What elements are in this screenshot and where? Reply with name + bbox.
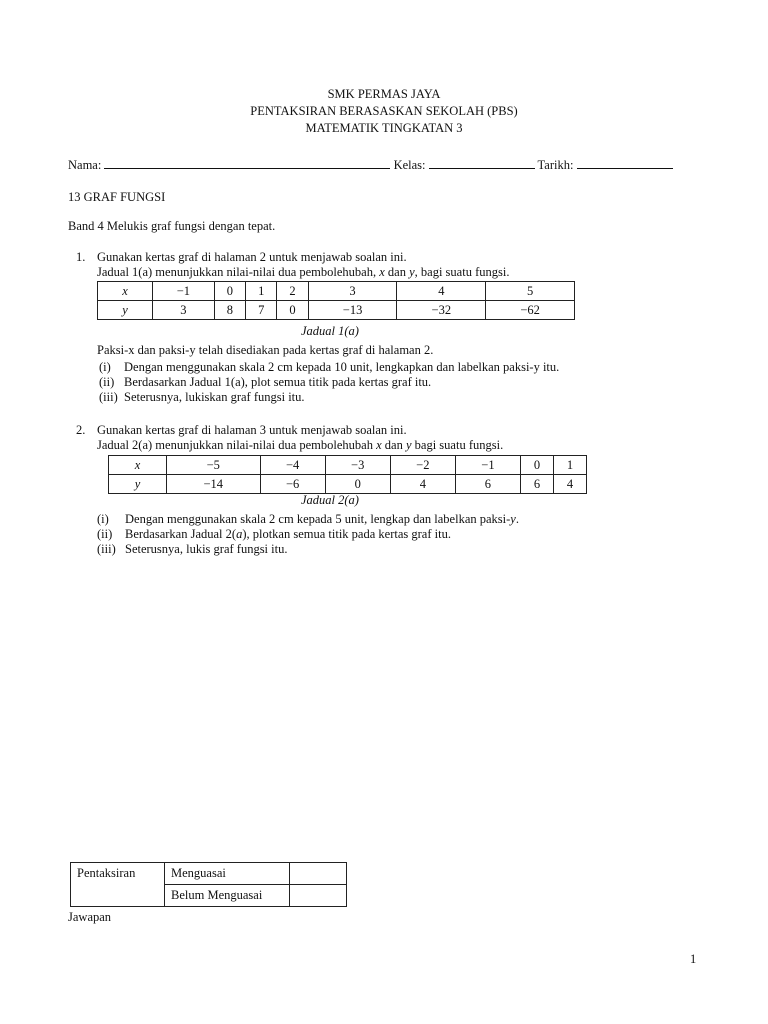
q1-y-value: 0 (277, 301, 308, 320)
answer-label: Jawapan (68, 910, 112, 924)
q1-note: Paksi-x dan paksi-y telah disediakan pada kertas graf di halaman 2. (97, 343, 434, 357)
q2-part-var: a (236, 527, 243, 541)
q1-part-text: Dengan menggunakan skala 2 cm kepada 10 unit, lengkapkan dan labelkan paksi-y itu. (124, 360, 560, 374)
q2-y-value: −6 (260, 475, 325, 494)
q1-part-label: (ii) (99, 375, 115, 389)
q1-y-value: −62 (486, 301, 575, 320)
q2-part-tail: ), plotkan semua titik pada kertas graf itu. (242, 527, 451, 541)
school-name: SMK PERMAS JAYA (327, 87, 441, 101)
q1-x-value: 0 (214, 282, 245, 301)
q1-y-value: 7 (246, 301, 277, 320)
q1-table (97, 281, 575, 320)
q1-x-header: x (98, 282, 153, 301)
q1-instruction: Gunakan kertas graf di halaman 2 untuk menjawab soalan ini. (97, 250, 407, 264)
q2-x-value: −3 (325, 456, 390, 475)
q1-y-value: 8 (214, 301, 245, 320)
q1-y-header: y (98, 301, 153, 320)
q2-var-x: x (376, 438, 382, 452)
q1-part-iii (99, 390, 305, 405)
q1-y-value: −32 (397, 301, 486, 320)
q2-description (97, 437, 503, 453)
q1-desc-post: , bagi suatu fungsi. (414, 265, 510, 279)
q1-table-caption: Jadual 1(a) (301, 324, 359, 338)
q2-y-value: 4 (390, 475, 455, 494)
subject-title: MATEMATIK TINGKATAN 3 (305, 121, 463, 135)
q1-y-value: 3 (153, 301, 215, 320)
q1-desc-pre: Jadual 1(a) menunjukkan nilai-nilai dua pembolehubah, (97, 265, 377, 279)
table-row (109, 475, 587, 494)
band-description: Band 4 Melukis graf fungsi dengan tepat. (68, 219, 276, 233)
q1-desc-mid: dan (387, 265, 406, 279)
q2-part-text: Dengan menggunakan skala 2 cm kepada 5 unit, lengkap dan labelkan paksi- (125, 512, 511, 526)
table-row (98, 282, 575, 301)
date-label: Tarikh: (537, 158, 574, 172)
q2-y-value: −14 (167, 475, 261, 494)
q2-x-value: −4 (260, 456, 325, 475)
checkbox-mastered[interactable] (290, 863, 347, 885)
q1-var-y: y (409, 265, 415, 279)
q2-y-header: y (109, 475, 167, 494)
assessment-label: Pentaksiran (71, 863, 165, 907)
q2-y-value: 6 (520, 475, 553, 494)
topic-heading: 13 GRAF FUNGSI (68, 190, 166, 204)
q1-x-value: 5 (486, 282, 575, 301)
q2-part-var: y (510, 512, 516, 526)
q1-x-value: −1 (153, 282, 215, 301)
option-mastered: Menguasai (165, 863, 290, 885)
q1-x-value: 2 (277, 282, 308, 301)
q2-table-caption: Jadual 2(a) (301, 493, 359, 507)
option-not-mastered: Belum Menguasai (165, 885, 290, 907)
q2-var-y: y (405, 438, 412, 452)
assessment-title: PENTAKSIRAN BERASASKAN SEKOLAH (PBS) (250, 104, 518, 118)
q1-y-value: −13 (308, 301, 397, 320)
q1-x-value: 4 (397, 282, 486, 301)
q2-desc-post: bagi suatu fungsi. (414, 438, 504, 452)
q2-x-value: 1 (553, 456, 586, 475)
q1-number: 1. (76, 250, 86, 264)
q2-desc-mid: dan (384, 438, 403, 452)
q2-part-i (97, 512, 519, 527)
q2-x-value: 0 (520, 456, 553, 475)
q2-part-iii (97, 542, 287, 557)
q2-desc-pre: Jadual 2(a) menunjukkan nilai-nilai dua pembolehubah (97, 438, 373, 452)
q1-part-ii (99, 375, 431, 390)
q2-number: 2. (76, 423, 86, 437)
assessment-box (70, 862, 347, 907)
q1-description (97, 264, 509, 280)
q2-y-value: 6 (455, 475, 520, 494)
q2-part-ii (97, 527, 451, 542)
q2-part-text: Berdasarkan Jadual 2( (125, 527, 237, 541)
q2-part-label: (ii) (97, 527, 113, 541)
name-field[interactable] (104, 157, 390, 169)
name-label: Nama: (68, 158, 102, 172)
class-field[interactable] (429, 157, 535, 169)
student-info-line (68, 157, 673, 173)
q2-y-value: 4 (553, 475, 586, 494)
q2-part-text: Seterusnya, lukis graf fungsi itu. (125, 542, 288, 556)
q1-x-value: 1 (246, 282, 277, 301)
table-row (71, 863, 347, 885)
q1-part-label: (i) (99, 360, 111, 374)
table-row (98, 301, 575, 320)
q2-instruction: Gunakan kertas graf di halaman 3 untuk menjawab soalan ini. (97, 423, 407, 437)
date-field[interactable] (577, 157, 673, 169)
q1-x-value: 3 (308, 282, 397, 301)
q2-table (108, 455, 587, 494)
q1-part-i (99, 360, 559, 375)
q1-part-text: Seterusnya, lukiskan graf fungsi itu. (124, 390, 305, 404)
q1-part-text: Berdasarkan Jadual 1(a), plot semua titik pada kertas graf itu. (124, 375, 432, 389)
q2-part-tail: . (515, 512, 519, 526)
table-row (109, 456, 587, 475)
q2-x-value: −1 (455, 456, 520, 475)
q2-x-header: x (109, 456, 167, 475)
page-number: 1 (690, 952, 697, 966)
q1-var-x: x (379, 265, 385, 279)
checkbox-not-mastered[interactable] (290, 885, 347, 907)
q2-part-label: (i) (97, 512, 109, 526)
class-label: Kelas: (393, 158, 426, 172)
q2-y-value: 0 (325, 475, 390, 494)
q2-x-value: −2 (390, 456, 455, 475)
q1-part-label: (iii) (99, 390, 118, 404)
q2-part-label: (iii) (97, 542, 116, 556)
q2-x-value: −5 (167, 456, 261, 475)
